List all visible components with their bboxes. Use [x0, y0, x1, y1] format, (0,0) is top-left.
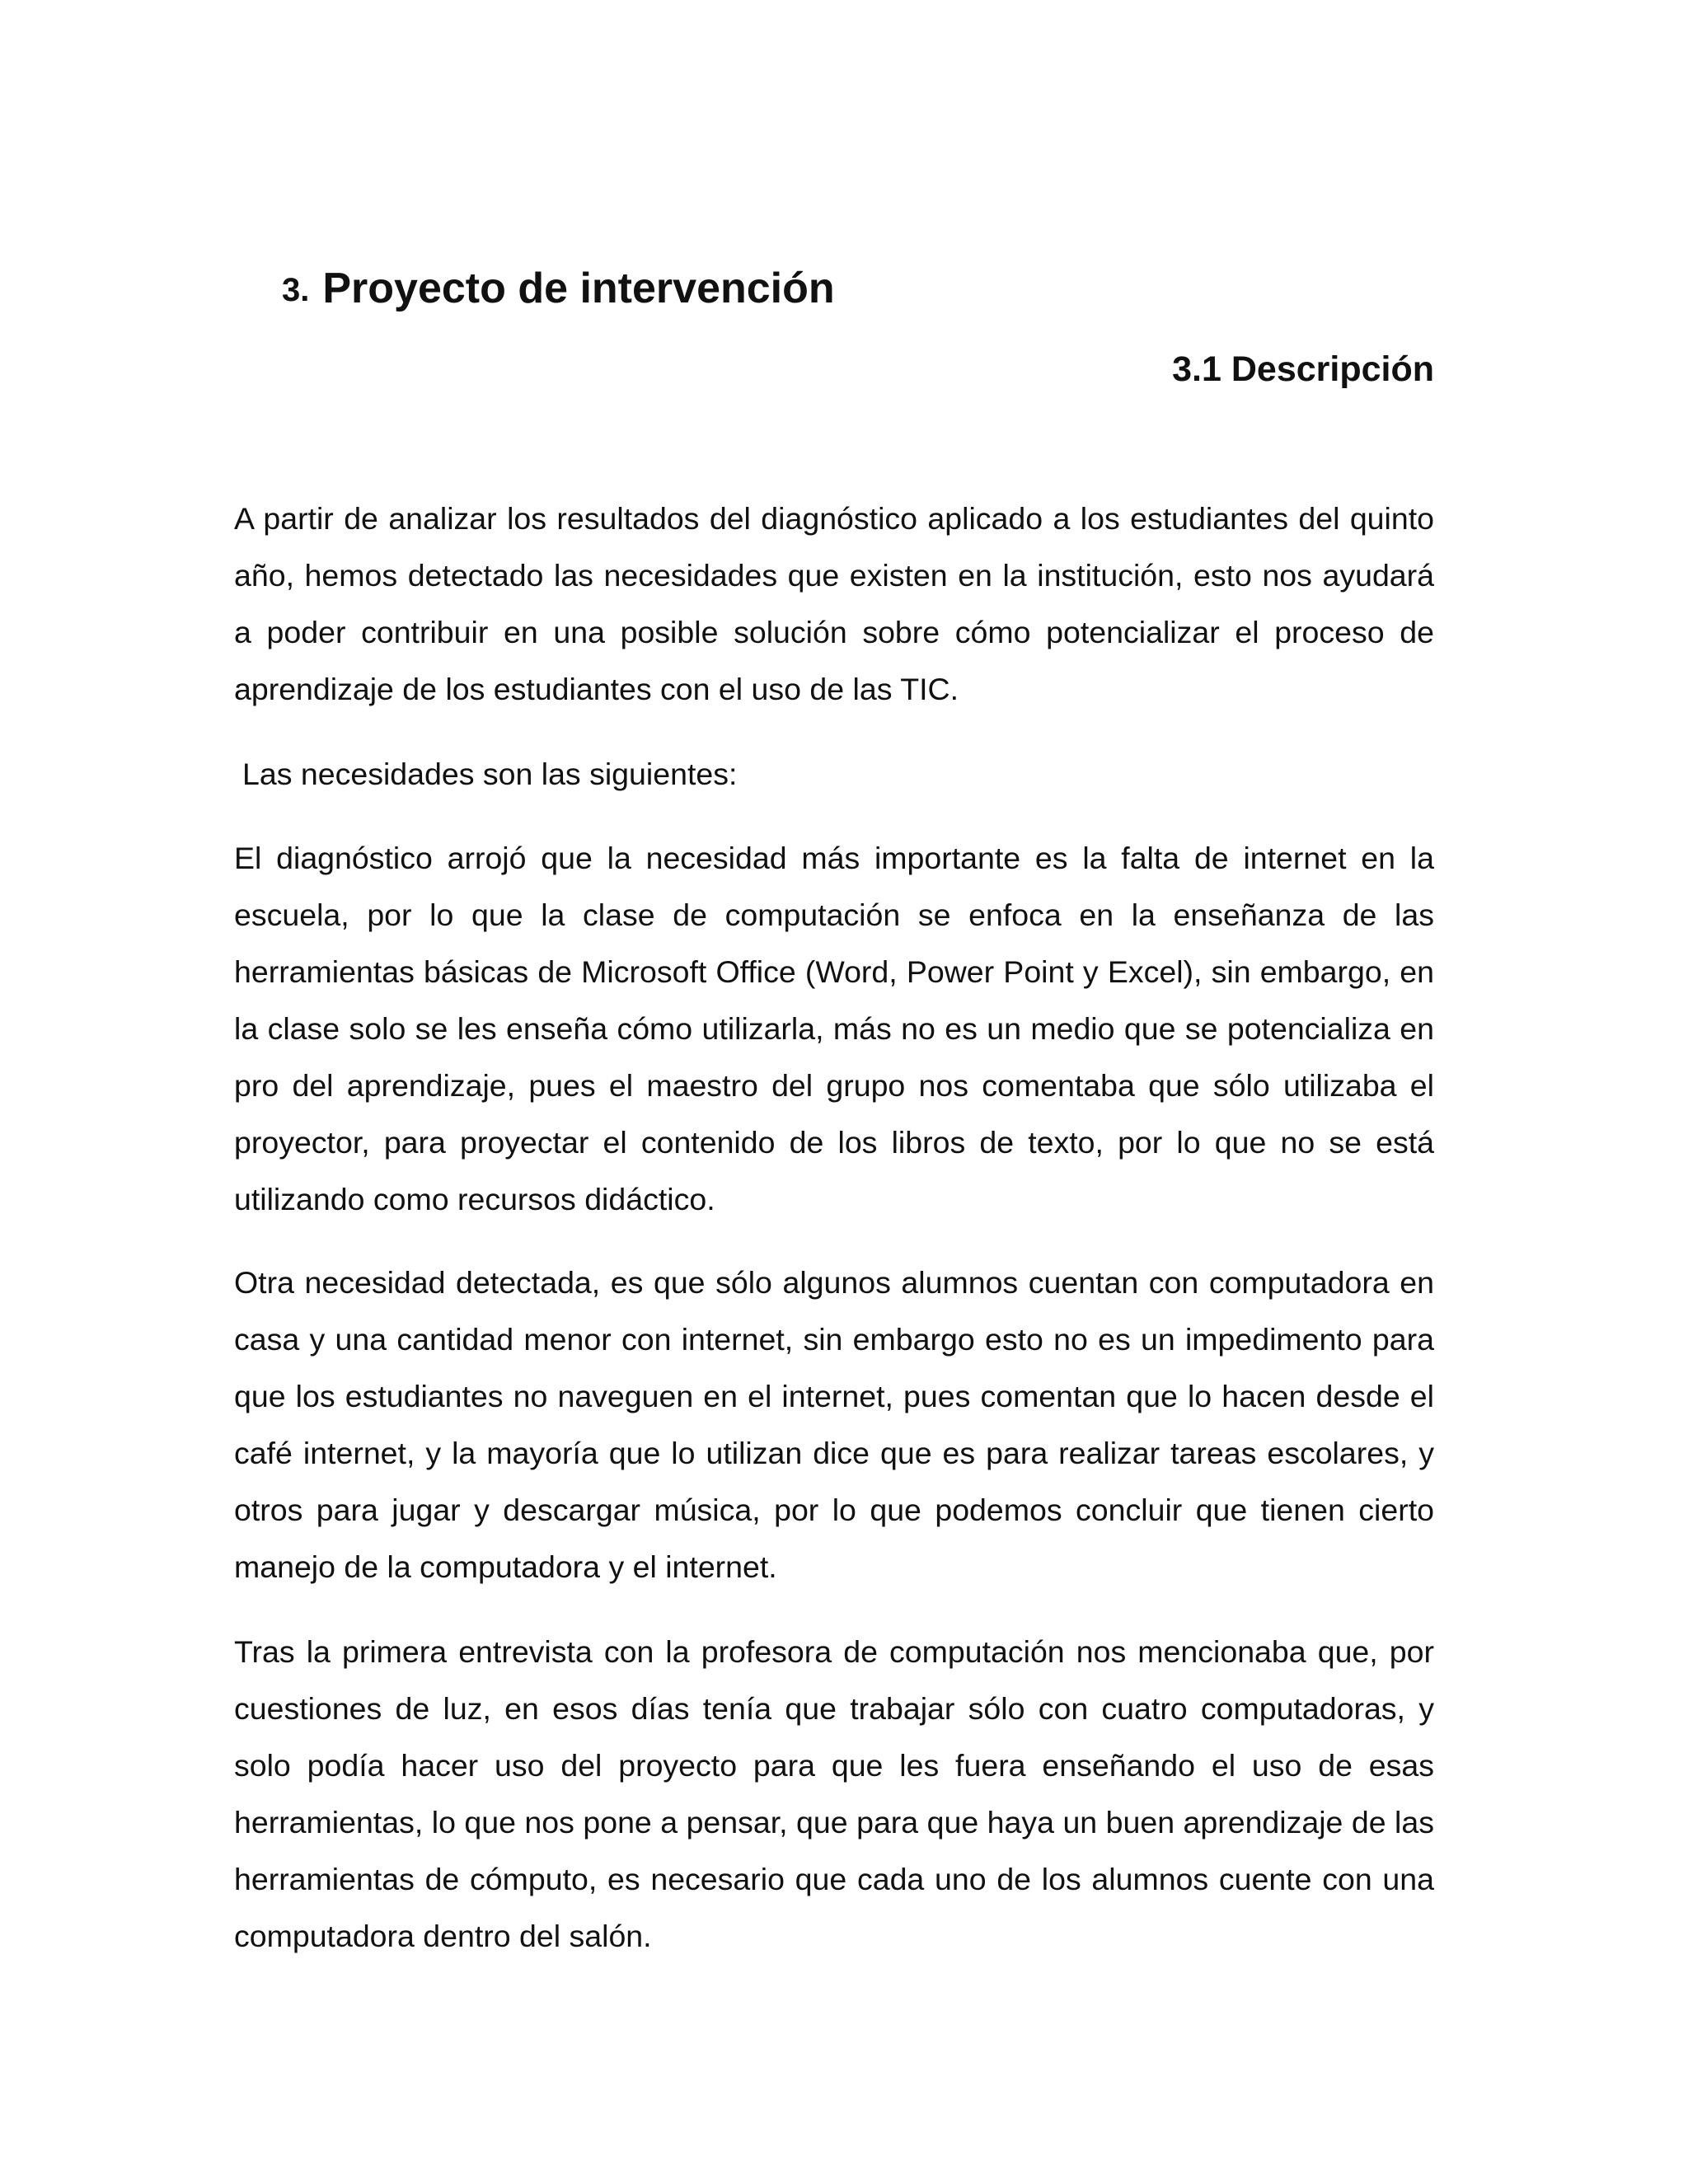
paragraph-internet-need: El diagnóstico arrojó que la necesidad más importante es la falta de internet en la escuela, por lo que la clase de computación se enfoca en la enseñanza de las herramientas básicas de Microsoft Office (Word, Power Point y Excel), sin embargo, en la clase solo se les enseña cómo utilizarla, más no es un medio que se potencializa en pro del aprendizaje, pues el maestro del grupo nos comentaba que sólo utilizaba el proyector, para proyectar el contenido de los libros de texto, por lo que no se está utilizando como recursos didáctico. — [234, 841, 1434, 1216]
paragraph-teacher-interview: Tras la primera entrevista con la profesora de computación nos mencionaba que, por cuestiones de luz, en esos días tenía que trabajar sólo con cuatro computadoras, y solo podía hacer uso del proyecto para que les fuera enseñando el uso de esas herramientas, lo que nos pone a pensar, que para que haya un buen aprendizaje de las herramientas de cómputo, es necesario que cada uno de los alumnos cuente con una computadora dentro del salón. — [234, 1634, 1434, 1953]
paragraph-needs-intro: Las necesidades son las siguientes: — [242, 757, 738, 791]
section-heading: 3.1 Descripción — [1172, 349, 1434, 389]
paragraph-computer-access: Otra necesidad detectada, es que sólo algunos alumnos cuentan con computadora en casa y una cantidad menor con internet, sin embargo esto no es un impedimento para que los estudiantes no naveguen en el internet, pues comentan que lo hacen desde el café internet, y la mayoría que lo utilizan dice que es para realizar tareas escolares, y otros para jugar y descargar música, por lo que podemos concluir que tienen cierto manejo de la computadora y el internet. — [234, 1265, 1434, 1584]
chapter-heading — [282, 264, 835, 313]
paragraph-introduction: A partir de analizar los resultados del diagnóstico aplicado a los estudiantes del quinto año, hemos detectado las necesidades que existen en la institución, esto nos ayudará a poder contribuir en una posible solución sobre cómo potencializar el proceso de aprendizaje de los estudiantes con el uso de las TIC. — [234, 501, 1434, 706]
chapter-title: Proyecto de intervención — [322, 265, 835, 312]
chapter-number: 3. — [282, 272, 310, 308]
